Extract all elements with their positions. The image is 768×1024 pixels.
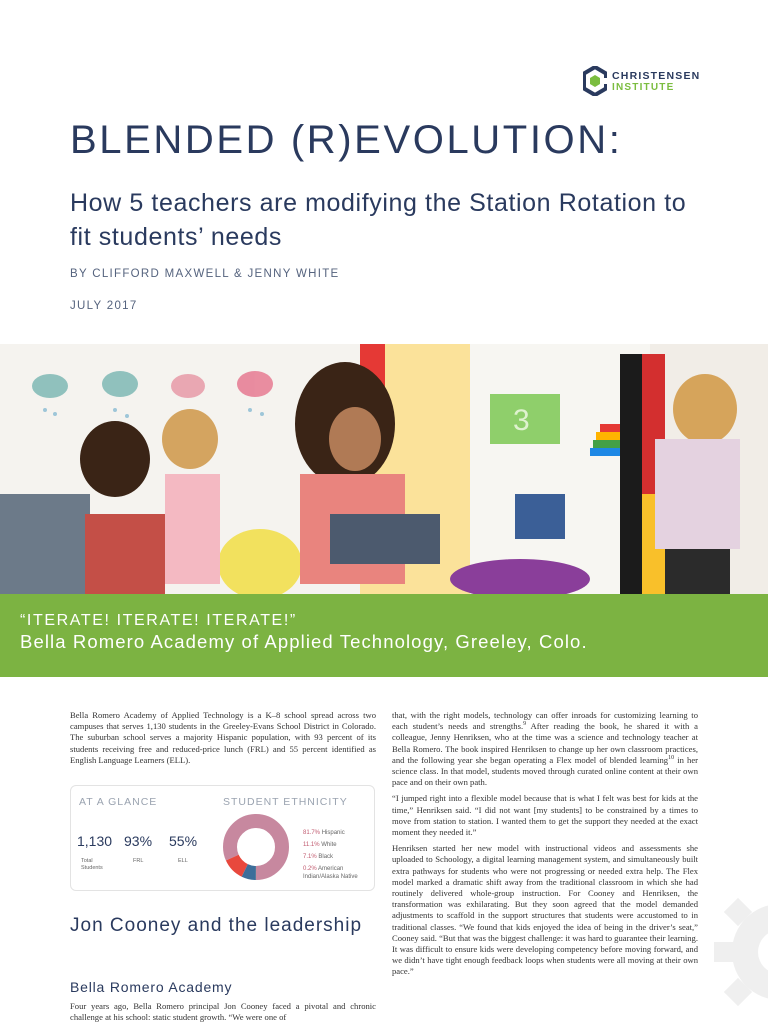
right-paragraph-1-part-a: that, with the right models, technology can offer inroads for customizing learning to each student’s needs and strengths. (392, 710, 698, 732)
banner-school-name: Bella Romero Academy of Applied Technology, Greeley, Colo. (20, 631, 588, 652)
legend-native-label: American Indian/Alaska Native (303, 866, 358, 880)
stat-ell-value: 55% (169, 833, 198, 849)
stat-ell-label: ELL (178, 858, 188, 864)
quote-banner (0, 594, 768, 677)
gear-icon (700, 880, 768, 1024)
footnote-9[interactable]: 9 (523, 721, 527, 728)
right-paragraph-1-part-c: in her science class. In that model, students moved through curated online content at their own pace and on their own path. (392, 754, 698, 788)
footnote-10[interactable]: 10 (668, 754, 675, 761)
at-a-glance-heading: AT A GLANCE (79, 796, 158, 808)
subsection-heading: Bella Romero Academy (70, 979, 233, 995)
right-paragraph-2: “I jumped right into a flexible model because that is what I felt was best for kids at the time,” Henriksen said. “I did not want [my students] to be constrained by a times to move from station to station. I wanted them to get the support they needed at the exact moment they needed it.” (392, 793, 698, 838)
legend-white-label: White (321, 842, 337, 848)
hexagon-logo-icon (583, 66, 607, 96)
christensen-logo (583, 66, 703, 98)
report-title: BLENDED (R)EVOLUTION: (70, 118, 623, 162)
stat-frl-label: FRL (133, 858, 144, 864)
right-paragraph-1-part-b: After reading the book, he shared it with a colleague, Jenny Henriksen, who at the time was a science and technology teacher at Bella Romero. The book inspired Henriksen to change up her own classroom practices, and the following year she began operating a Flex model of blended learning (392, 721, 698, 765)
stat-frl-value: 93% (124, 833, 153, 849)
at-a-glance-box (70, 785, 375, 891)
right-paragraph-3: Henriksen started her new model with instructional videos and assessments she uploaded to Schoology, a digital learning management system, and simultaneously built extra pathways for students who were not progressing or needed extra help. The Flex model marked a dramatic shift away from the traditional classroom in which she had routinely delivered whole-group instruction. For Cooney and Henriksen, the transformation was exhilarating. But they soon agreed that the model demanded adjustments to scaffold in the support structures that students were accustomed to in traditional classes. “We found that kids enjoyed the idea of being in the driver’s seat,” Cooney said. “But that was the biggest challenge: it was hard to guarantee their learning. It was difficult to ensure kids were developing competency before moving forward, and we didn’t have tight enough feedback loops when students were all moving at their own pace.” (392, 843, 698, 977)
legend-white-pct: 11.1% (303, 842, 320, 848)
legend-native-pct: 0.2% (303, 866, 317, 872)
stat-total-students-value: 1,130 (77, 833, 113, 849)
section-heading: Jon Cooney and the leadership (70, 915, 363, 936)
ethnicity-donut-chart (221, 812, 291, 882)
logo-line-2: INSTITUTE (612, 82, 675, 93)
classroom-photo (0, 344, 768, 594)
student-ethnicity-heading: STUDENT ETHNICITY (223, 796, 348, 808)
legend-hispanic (303, 830, 373, 838)
legend-black-pct: 7.1% (303, 854, 317, 860)
right-column (392, 710, 698, 983)
legend-white (303, 842, 373, 850)
legend-native (303, 866, 373, 881)
banner-quote: “ITERATE! ITERATE! ITERATE!” (20, 612, 297, 629)
logo-line-1: CHRISTENSEN (612, 70, 701, 82)
legend-hispanic-pct: 81.7% (303, 830, 321, 836)
report-subtitle: How 5 teachers are modifying the Station Rotation to fit students’ needs (70, 189, 687, 251)
byline: BY CLIFFORD MAXWELL & JENNY WHITE (70, 268, 340, 280)
stat-total-students-label: Total Students (81, 858, 103, 871)
legend-hispanic-label: Hispanic (321, 830, 345, 836)
intro-paragraph: Bella Romero Academy of Applied Technology is a K–8 school spread across two campuses that serves 1,130 students in the Greeley-Evans School District in Colorado. The suburban school serves a majority Hispanic population, with 93 percent of its students receiving free and reduced-price lunch (FRL) and 55 percent identified as English Language Learners (ELL). (70, 710, 376, 765)
publication-date: JULY 2017 (70, 300, 138, 312)
legend-black-label: Black (318, 854, 334, 860)
legend-black (303, 854, 373, 862)
svg-text:3: 3 (513, 404, 530, 437)
bottom-left-paragraph: Four years ago, Bella Romero principal Jon Cooney faced a pivotal and chronic challenge at his school: static student growth. “We were one of (70, 1001, 376, 1023)
right-paragraph-1 (392, 710, 698, 788)
